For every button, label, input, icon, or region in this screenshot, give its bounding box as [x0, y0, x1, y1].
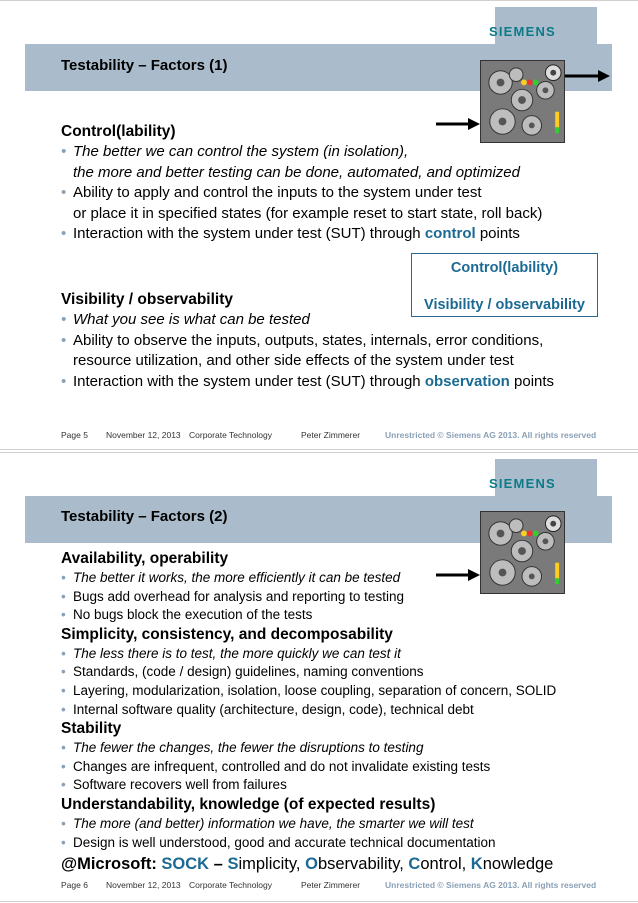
slide-page-5 [0, 0, 638, 450]
footer-date: November 12, 2013 [106, 430, 181, 440]
bullet-continuation: the more and better testing can be done, automated, and optimized [73, 163, 520, 181]
sock-summary [61, 852, 556, 876]
bullet-text: points [475, 225, 520, 242]
bullet-text: • Layering, modularization, isolation, loose coupling, separation of concern, SOLID [61, 682, 556, 701]
sock-letter-c: C [408, 855, 421, 874]
box-visibility-label: Visibility / observability [424, 297, 585, 313]
footer-rights: Unrestricted © Siemens AG 2013. All rights reserved [385, 880, 597, 890]
bullet-text: • The better we can control the system (in isolation), [61, 142, 542, 163]
bullet-control-points [61, 224, 542, 245]
keyword-observation: observation [424, 372, 510, 390]
header-corner [597, 7, 612, 44]
bullet-text: • Internal software quality (architecture, design, code), technical debt [61, 701, 556, 720]
heading-controllability: Control(lability) [61, 123, 176, 140]
footer-author: Peter Zimmerer [301, 430, 361, 440]
footer-page: Page 5 [61, 430, 88, 440]
slide1-body-visibility [61, 289, 554, 392]
bullet-text: • Ability to observe the inputs, outputs, states, internals, error conditions, [61, 331, 554, 352]
bullet-text: • The better it works, the more efficiently it can be tested [61, 569, 556, 588]
footer-page: Page 6 [61, 880, 88, 890]
slide-page-6 [0, 452, 638, 902]
slide2-body [61, 549, 556, 876]
bullet-text: • Changes are infrequent, controlled and do not invalidate existing tests [61, 758, 556, 777]
bullet-text: • The fewer the changes, the fewer the disruptions to testing [61, 739, 556, 758]
siemens-logo: SIEMENS [489, 476, 556, 491]
bullet-text: • Ability to apply and control the inputs to the system under test [61, 183, 542, 204]
keyword-control: control [424, 225, 476, 242]
footer-date: November 12, 2013 [106, 880, 181, 890]
sock-word: ontrol, [420, 855, 471, 874]
bullet-observation-points [61, 372, 554, 393]
slide1-body [61, 121, 542, 245]
bullet-text: • Design is well understood, good and accurate technical documentation [61, 834, 556, 853]
bullet-text: points [509, 372, 555, 390]
bullet-continuation: or place it in specified states (for example reset to start state, roll back) [73, 204, 543, 222]
footer-dept: Corporate Technology [189, 430, 273, 440]
bullet-text: Interaction with the system under test (SUT) through [73, 225, 425, 242]
heading-simplicity: Simplicity, consistency, and decomposability [61, 625, 393, 643]
slide-title: Testability – Factors (1) [61, 57, 228, 74]
box-controllability-label: Control(lability) [450, 260, 559, 276]
bullet-continuation: resource utilization, and other side effects of the system under test [73, 352, 514, 369]
bullet-text: • No bugs block the execution of the tests [61, 606, 556, 625]
sock-word: bservability, [317, 855, 409, 874]
header-top-bar [25, 459, 495, 496]
sock-word: implicity, [238, 855, 306, 874]
heading-stability: Stability [61, 720, 122, 738]
bullet-text: • The less there is to test, the more quickly we can test it [61, 645, 556, 664]
siemens-logo: SIEMENS [489, 24, 556, 39]
bullet-text: • The more (and better) information we have, the smarter we will test [61, 815, 556, 834]
header-top-bar [25, 7, 495, 44]
slide-title: Testability – Factors (2) [61, 508, 228, 525]
bullet-text: • Software recovers well from failures [61, 776, 556, 795]
bullet-text: • Standards, (code / design) guidelines, naming conventions [61, 663, 556, 682]
sock-word: nowledge [482, 855, 554, 874]
output-arrow-icon [564, 68, 610, 84]
footer-rights: Unrestricted © Siemens AG 2013. All rights reserved [385, 430, 597, 440]
heading-availability: Availability, operability [61, 550, 229, 567]
sock-letter-o: O [305, 855, 318, 874]
bullet-text: Interaction with the system under test (SUT) through [73, 372, 425, 390]
sock-dash: – [209, 855, 228, 874]
bullet-text: • Bugs add overhead for analysis and reporting to testing [61, 588, 556, 607]
footer-dept: Corporate Technology [189, 880, 273, 890]
heading-visibility: Visibility / observability [61, 291, 233, 308]
heading-understandability: Understandability, knowledge (of expected results) [61, 795, 436, 813]
sock-acronym: SOCK [161, 855, 210, 874]
sock-letter-s: S [227, 855, 239, 874]
bullet-text: • What you see is what can be tested [61, 310, 554, 331]
sock-prefix: @Microsoft: [61, 855, 162, 874]
sock-letter-k: K [470, 855, 483, 874]
footer-author: Peter Zimmerer [301, 880, 361, 890]
header-corner [597, 459, 612, 496]
